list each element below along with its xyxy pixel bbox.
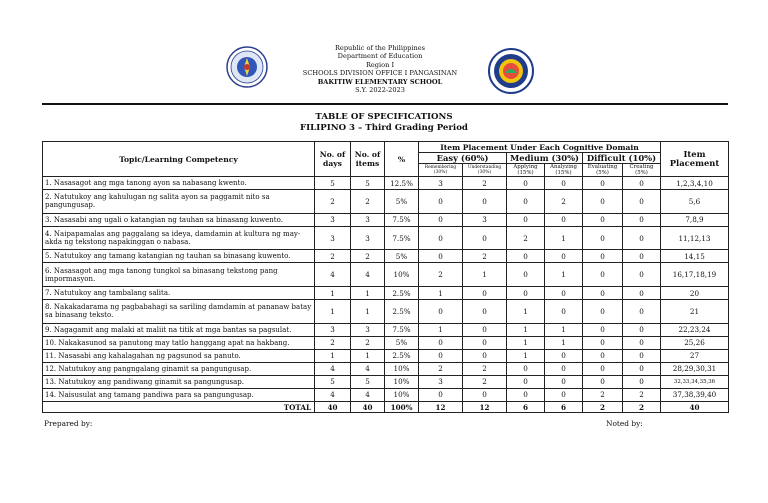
remembering-cell: 0 bbox=[419, 226, 463, 250]
understanding-cell: 0 bbox=[463, 287, 507, 300]
creating-cell: 2 bbox=[623, 388, 661, 401]
evaluating-cell: 2 bbox=[583, 388, 623, 401]
header-line-department: Department of Education bbox=[337, 52, 423, 61]
remembering-cell: 0 bbox=[419, 213, 463, 226]
competency-cell: 10. Nakakasunod sa panutong may tatlo hanggang apat na hakbang. bbox=[43, 336, 315, 349]
applying-cell: 0 bbox=[507, 190, 545, 214]
header-understanding: Understanding (30%) bbox=[463, 164, 507, 177]
days-cell: 4 bbox=[315, 388, 351, 401]
analyzing-cell: 0 bbox=[545, 287, 583, 300]
understanding-cell: 2 bbox=[463, 177, 507, 190]
percent-cell: 2.5% bbox=[385, 287, 419, 300]
header-difficult: Difficult (10%) bbox=[583, 153, 661, 164]
table-row bbox=[43, 287, 729, 300]
percent-cell: 2.5% bbox=[385, 300, 419, 324]
evaluating-cell: 0 bbox=[583, 300, 623, 324]
placement-cell: 22,23,24 bbox=[661, 323, 729, 336]
days-cell: 1 bbox=[315, 300, 351, 324]
competency-cell: 3. Nasasabi ang ugali o katangian ng tauhan sa binasang kuwento. bbox=[43, 213, 315, 226]
applying-cell: 0 bbox=[507, 287, 545, 300]
header-line-republic: Republic of the Philippines bbox=[334, 44, 426, 52]
days-cell: 2 bbox=[315, 336, 351, 349]
placement-cell: 1,2,3,4,10 bbox=[661, 177, 729, 190]
analyzing-cell: 0 bbox=[545, 362, 583, 375]
remembering-cell: 1 bbox=[419, 287, 463, 300]
table-row bbox=[43, 375, 729, 388]
header-items: No. of items bbox=[351, 142, 385, 177]
understanding-cell: 0 bbox=[463, 190, 507, 214]
competency-cell: 1. Nasasagot ang mga tanong ayon sa nabasang kwento. bbox=[43, 177, 315, 190]
analyzing-cell: 0 bbox=[545, 388, 583, 401]
understanding-cell: 3 bbox=[463, 213, 507, 226]
items-cell: 1 bbox=[351, 300, 385, 324]
creating-cell: 0 bbox=[623, 362, 661, 375]
table-row bbox=[43, 177, 729, 190]
days-cell: 5 bbox=[315, 375, 351, 388]
understanding-cell: 2 bbox=[463, 250, 507, 263]
total-applying: 6 bbox=[507, 402, 545, 413]
percent-cell: 10% bbox=[385, 375, 419, 388]
understanding-cell: 1 bbox=[463, 263, 507, 287]
header-medium: Medium (30%) bbox=[507, 153, 583, 164]
understanding-cell: 0 bbox=[463, 323, 507, 336]
percent-cell: 5% bbox=[385, 250, 419, 263]
header-evaluating: Evaluating (5%) bbox=[583, 164, 623, 177]
table-row bbox=[43, 190, 729, 214]
understanding-cell: 0 bbox=[463, 349, 507, 362]
table-row bbox=[43, 300, 729, 324]
evaluating-cell: 0 bbox=[583, 349, 623, 362]
creating-cell: 0 bbox=[623, 250, 661, 263]
percent-cell: 7.5% bbox=[385, 213, 419, 226]
applying-cell: 1 bbox=[507, 300, 545, 324]
agency-heading bbox=[270, 44, 490, 94]
analyzing-cell: 0 bbox=[545, 300, 583, 324]
table-row bbox=[43, 226, 729, 250]
placement-cell: 14,15 bbox=[661, 250, 729, 263]
title-line-1: TABLE OF SPECIFICATIONS bbox=[315, 112, 453, 122]
header-item-placement: Item Placement bbox=[661, 142, 729, 177]
total-items: 40 bbox=[351, 402, 385, 413]
applying-cell: 0 bbox=[507, 177, 545, 190]
applying-cell: 1 bbox=[507, 336, 545, 349]
evaluating-cell: 0 bbox=[583, 213, 623, 226]
analyzing-cell: 1 bbox=[545, 263, 583, 287]
table-row bbox=[43, 323, 729, 336]
table-row bbox=[43, 250, 729, 263]
percent-cell: 10% bbox=[385, 388, 419, 401]
total-remembering: 12 bbox=[419, 402, 463, 413]
percent-cell: 2.5% bbox=[385, 349, 419, 362]
evaluating-cell: 0 bbox=[583, 375, 623, 388]
competency-cell: 2. Natutukoy ang kahulugan ng salita ayon sa paggamit nito sa pangungusap. bbox=[43, 190, 315, 214]
header-percent: % bbox=[385, 142, 419, 177]
items-cell: 4 bbox=[351, 263, 385, 287]
remembering-cell: 2 bbox=[419, 263, 463, 287]
remembering-cell: 2 bbox=[419, 362, 463, 375]
days-cell: 1 bbox=[315, 287, 351, 300]
evaluating-cell: 0 bbox=[583, 362, 623, 375]
total-evaluating: 2 bbox=[583, 402, 623, 413]
percent-cell: 10% bbox=[385, 362, 419, 375]
applying-cell: 0 bbox=[507, 375, 545, 388]
remembering-cell: 0 bbox=[419, 190, 463, 214]
noted-by-label: Noted by: bbox=[606, 419, 643, 428]
applying-cell: 0 bbox=[507, 263, 545, 287]
analyzing-cell: 1 bbox=[545, 323, 583, 336]
placement-cell: 5,6 bbox=[661, 190, 729, 214]
prepared-by-label: Prepared by: bbox=[44, 419, 93, 428]
applying-cell: 0 bbox=[507, 388, 545, 401]
specifications-table bbox=[42, 141, 729, 413]
header-school: BAKITIW ELEMENTARY SCHOOL bbox=[317, 77, 443, 86]
remembering-cell: 3 bbox=[419, 177, 463, 190]
analyzing-cell: 0 bbox=[545, 213, 583, 226]
placement-cell: 37,38,39,40 bbox=[661, 388, 729, 401]
header-school-year: S.Y. 2022-2023 bbox=[355, 86, 405, 95]
applying-cell: 0 bbox=[507, 213, 545, 226]
total-label: TOTAL bbox=[43, 402, 315, 413]
days-cell: 1 bbox=[315, 349, 351, 362]
header-creating: Creating (5%) bbox=[623, 164, 661, 177]
applying-cell: 1 bbox=[507, 323, 545, 336]
percent-cell: 7.5% bbox=[385, 323, 419, 336]
percent-cell: 12.5% bbox=[385, 177, 419, 190]
items-cell: 5 bbox=[351, 375, 385, 388]
evaluating-cell: 0 bbox=[583, 263, 623, 287]
placement-cell: 21 bbox=[661, 300, 729, 324]
items-cell: 3 bbox=[351, 323, 385, 336]
evaluating-cell: 0 bbox=[583, 287, 623, 300]
evaluating-cell: 0 bbox=[583, 250, 623, 263]
total-percent: 100% bbox=[385, 402, 419, 413]
understanding-cell: 0 bbox=[463, 388, 507, 401]
remembering-cell: 3 bbox=[419, 375, 463, 388]
table-row bbox=[43, 263, 729, 287]
percent-cell: 7.5% bbox=[385, 226, 419, 250]
table-row bbox=[43, 388, 729, 401]
header-divider bbox=[42, 103, 728, 105]
creating-cell: 0 bbox=[623, 349, 661, 362]
creating-cell: 0 bbox=[623, 190, 661, 214]
analyzing-cell: 0 bbox=[545, 177, 583, 190]
creating-cell: 0 bbox=[623, 177, 661, 190]
days-cell: 2 bbox=[315, 250, 351, 263]
remembering-cell: 1 bbox=[419, 323, 463, 336]
creating-cell: 0 bbox=[623, 300, 661, 324]
header-applying: Applying (15%) bbox=[507, 164, 545, 177]
creating-cell: 0 bbox=[623, 263, 661, 287]
days-cell: 3 bbox=[315, 323, 351, 336]
table-row bbox=[43, 336, 729, 349]
remembering-cell: 0 bbox=[419, 250, 463, 263]
items-cell: 3 bbox=[351, 226, 385, 250]
header-easy: Easy (60%) bbox=[419, 153, 507, 164]
placement-cell: 20 bbox=[661, 287, 729, 300]
document-title bbox=[0, 112, 768, 134]
placement-cell: 32,33,34,35,36 bbox=[661, 375, 729, 388]
analyzing-cell: 0 bbox=[545, 375, 583, 388]
analyzing-cell: 1 bbox=[545, 226, 583, 250]
evaluating-cell: 0 bbox=[583, 190, 623, 214]
understanding-cell: 0 bbox=[463, 300, 507, 324]
items-cell: 1 bbox=[351, 349, 385, 362]
remembering-cell: 0 bbox=[419, 388, 463, 401]
creating-cell: 0 bbox=[623, 213, 661, 226]
applying-cell: 1 bbox=[507, 349, 545, 362]
creating-cell: 0 bbox=[623, 323, 661, 336]
document-header bbox=[0, 40, 768, 102]
items-cell: 2 bbox=[351, 250, 385, 263]
understanding-cell: 0 bbox=[463, 226, 507, 250]
understanding-cell: 2 bbox=[463, 375, 507, 388]
remembering-cell: 0 bbox=[419, 349, 463, 362]
header-cognitive-domain: Item Placement Under Each Cognitive Domain bbox=[419, 142, 661, 153]
days-cell: 4 bbox=[315, 263, 351, 287]
header-competency: Topic/Learning Competency bbox=[43, 142, 315, 177]
placement-cell: 11,12,13 bbox=[661, 226, 729, 250]
days-cell: 5 bbox=[315, 177, 351, 190]
header-days: No. of days bbox=[315, 142, 351, 177]
creating-cell: 0 bbox=[623, 226, 661, 250]
understanding-cell: 0 bbox=[463, 336, 507, 349]
days-cell: 3 bbox=[315, 213, 351, 226]
title-line-2: FILIPINO 3 – Third Grading Period bbox=[300, 123, 468, 133]
analyzing-cell: 1 bbox=[545, 336, 583, 349]
competency-cell: 14. Naisusulat ang tamang pandiwa para sa pangungusap. bbox=[43, 388, 315, 401]
evaluating-cell: 0 bbox=[583, 336, 623, 349]
total-placement: 40 bbox=[661, 402, 729, 413]
items-cell: 4 bbox=[351, 362, 385, 375]
division-seal-icon bbox=[488, 48, 534, 94]
remembering-cell: 0 bbox=[419, 336, 463, 349]
competency-cell: 5. Natutukoy ang tamang katangian ng tauhan sa binasang kuwento. bbox=[43, 250, 315, 263]
percent-cell: 10% bbox=[385, 263, 419, 287]
evaluating-cell: 0 bbox=[583, 323, 623, 336]
creating-cell: 0 bbox=[623, 287, 661, 300]
header-remembering: Remembering (30%) bbox=[419, 164, 463, 177]
competency-cell: 7. Natutukoy ang tambalang salita. bbox=[43, 287, 315, 300]
applying-cell: 2 bbox=[507, 226, 545, 250]
days-cell: 2 bbox=[315, 190, 351, 214]
total-row bbox=[43, 402, 729, 413]
competency-cell: 6. Nasasagot ang mga tanong tungkol sa binasang tekstong pang impormasyon. bbox=[43, 263, 315, 287]
applying-cell: 0 bbox=[507, 362, 545, 375]
days-cell: 4 bbox=[315, 362, 351, 375]
analyzing-cell: 2 bbox=[545, 190, 583, 214]
total-days: 40 bbox=[315, 402, 351, 413]
placement-cell: 27 bbox=[661, 349, 729, 362]
table-row bbox=[43, 349, 729, 362]
items-cell: 2 bbox=[351, 190, 385, 214]
items-cell: 3 bbox=[351, 213, 385, 226]
analyzing-cell: 0 bbox=[545, 349, 583, 362]
percent-cell: 5% bbox=[385, 190, 419, 214]
items-cell: 2 bbox=[351, 336, 385, 349]
placement-cell: 28,29,30,31 bbox=[661, 362, 729, 375]
creating-cell: 0 bbox=[623, 336, 661, 349]
competency-cell: 8. Nakakadarama ng pagbabahagi sa sariling damdamin at pananaw batay sa binasang teksto. bbox=[43, 300, 315, 324]
table-row bbox=[43, 362, 729, 375]
understanding-cell: 2 bbox=[463, 362, 507, 375]
header-analyzing: Analyzing (15%) bbox=[545, 164, 583, 177]
competency-cell: 9. Nagagamit ang malaki at maliit na titik at mga bantas sa pagsulat. bbox=[43, 323, 315, 336]
placement-cell: 7,8,9 bbox=[661, 213, 729, 226]
total-understanding: 12 bbox=[463, 402, 507, 413]
total-analyzing: 6 bbox=[545, 402, 583, 413]
items-cell: 4 bbox=[351, 388, 385, 401]
competency-cell: 12. Natutukoy ang pangngalang ginamit sa pangungusap. bbox=[43, 362, 315, 375]
header-line-region: Region I bbox=[365, 60, 395, 69]
deped-seal-icon bbox=[226, 46, 268, 88]
items-cell: 1 bbox=[351, 287, 385, 300]
competency-cell: 13. Natutukoy ang pandiwang ginamit sa pangungusap. bbox=[43, 375, 315, 388]
remembering-cell: 0 bbox=[419, 300, 463, 324]
placement-cell: 16,17,18,19 bbox=[661, 263, 729, 287]
applying-cell: 0 bbox=[507, 250, 545, 263]
competency-cell: 4. Naipapamalas ang paggalang sa ideya, damdamin at kultura ng may-akda ng tekstong napakinggan o nabasa. bbox=[43, 226, 315, 250]
evaluating-cell: 0 bbox=[583, 226, 623, 250]
creating-cell: 0 bbox=[623, 375, 661, 388]
table-body bbox=[43, 177, 729, 402]
placement-cell: 25,26 bbox=[661, 336, 729, 349]
evaluating-cell: 0 bbox=[583, 177, 623, 190]
analyzing-cell: 0 bbox=[545, 250, 583, 263]
days-cell: 3 bbox=[315, 226, 351, 250]
items-cell: 5 bbox=[351, 177, 385, 190]
total-creating: 2 bbox=[623, 402, 661, 413]
header-division: SCHOOLS DIVISION OFFICE I PANGASINAN bbox=[302, 69, 458, 78]
competency-cell: 11. Nasasabi ang kahalagahan ng pagsunod sa panuto. bbox=[43, 349, 315, 362]
table-row bbox=[43, 213, 729, 226]
percent-cell: 5% bbox=[385, 336, 419, 349]
